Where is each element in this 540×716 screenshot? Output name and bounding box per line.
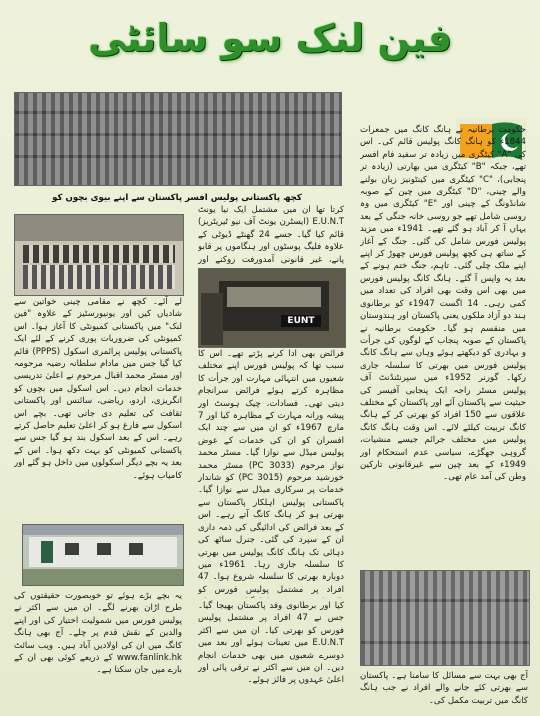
left-column-text: لے آئے۔ کچھ نے مقامی چینی خواتین سے شادیاں کیں اور یونیورسٹیز کے علاوہ "فین لنک" میں پاکستانی کمیونٹی کا آغاز ہوا۔ اس کمیونٹی کی ضروریات پوری کرنے کے لئے ایک پاکستانی پولیس پرائمری اسکول (PPPS) قائم کیا گیا جس میں مادام سلطانہ رضیہ مرحومہ اور مسٹر محمد اقبال مرحوم نے اعلیٰ تدریسی خدمات انجام دیں۔ اس اسکول میں بچوں کو انگریزی، اردو، ریاضی، سائنس اور پاکستانی ثقافت کی تعلیم دی جاتی تھی۔ بچے اس اسکول سے فارغ ہو کر اعلیٰ تعلیم حاصل کرتے رہے۔ اس کے بعد اسکول بند ہو گیا جس سے پاکستانی کمیونٹی کو بہت دکھ ہوا۔ اس کے بعد یہ بچے دیگر اسکولوں میں داخل ہو گئے اور کامیاب ہوئے۔ <box>14 297 182 481</box>
eunt-jeep-photo <box>198 268 346 348</box>
jeep-caption: کرتا تھا ان میں مشتمل ایک نیا یونٹ E.U.N.T (ایسٹرن یونٹ آف نیو ٹیریٹریز) قائم کیا گیا۔ جسے 24 گھنٹے ڈیوٹی کے علاوہ فلیگ پوسٹوں اور ہنگاموں پر قابو پانے، غیر قانونی آمدورفت روکنے اور <box>198 205 344 265</box>
right-bottom-text: آج بھی بہت سے مسائل کا سامنا ہے۔ پاکستان سے بھرتی کئے جانے والے افراد نے جب ہانگ کانگ میں تربیت مکمل کی۔ <box>360 671 528 706</box>
right-column-text: حکومت برطانیہ نے ہانگ کانگ میں جمعرات 1844ء کو ہانگ کانگ پولیس قائم کی۔ اس کی "A" کیٹگری میں زیادہ تر سفید فام افسر تھے، جبکہ "B" کیٹگری میں بھارتی (زیادہ تر پنجابی)، "C" کیٹگری میں کینٹونیز زبان بولنے والے چینی، "D" کیٹگری میں چین کے صوبہ شانڈونگ کے چینی اور "E" کیٹگری میں وہ روسی شامل تھے جو روسی خانہ جنگی کے بعد یہاں آ کر آباد ہو گئے تھے۔ 1941ء میں مزید پولیس فورس شامل کی گئی۔ جنگ کے آغاز کے ساتھ ہی کچھ پولیس فورس چھوڑ کر اپنے اپنے ملک چلی گئی۔ تاہم، جنگ ختم ہونے کے بعد یہ واپس آ گئے۔ ہانگ کانگ پولیس فورس میں بھی اس وقت بھی افراد کی تعداد میں کمی رہی۔ 14 اگست 1947ء کو برطانوی ہند دو آزاد ملکوں یعنی پاکستان اور ہندوستان میں منقسم ہو گیا۔ حکومت برطانیہ نے پاکستان کے صوبہ پنجاب کے لوگوں کی جرأت و بہادری کو دیکھتے ہوئے وہاں سے ہانگ کانگ پولیس فورس میں بھرتی کا سلسلہ جاری رکھا۔ گورنر 1952ء میں سپرنٹنڈنٹ آف پولیس مسٹر راجہ ایک پنجابی آفیسر کی حیثیت سے پاکستان آئے اور پاکستان کے مختلف علاقوں سے 150 افراد کو بھرتی کر کے ہانگ کانگ تربیت کیلئے لائے۔ اس وقت ہانگ کانگ پولیس میں مختلف جرائم جیسے منشیات، گروہی جھگڑے، سیاسی عدم استحکام اور 1949ء کے بعد چین سے غیرقانونی تارکین وطن کی آمد عام تھی۔ <box>360 125 526 483</box>
police-parade-photo <box>360 570 530 666</box>
building-photo <box>22 524 184 586</box>
left-bottom-text: یہ بچے بڑے ہوئے تو خوبصورت حقیقتوں کی طرح اڑان بھرنے لگے۔ ان میں سے اکثر نے پولیس فورس میں شمولیت اختیار کی اور اپنے والدین کے نقش قدم پر چلے۔ آج بھی ہانگ کانگ میں ان کی اولادیں آباد ہیں۔ ویب سائٹ www.fanlink.hk کے ذریعے کوئی بھی ان کے بارے میں جان سکتا ہے۔ <box>14 591 182 676</box>
police-group-photo <box>14 92 342 186</box>
middle-column-text: فرائض بھی ادا کرنے پڑتے تھے۔ اس کا سبب تھا کہ پولیس فورس اپنے مختلف شعبوں میں انتہائی مہارت اور جرأت کا مظاہرہ کرتے ہوئے فرائض سرانجام دیتی تھی۔ فسادات، چیک ہوسٹ اور پیشہ ورانہ مہارت کے مظاہرہ کیا اور 7 مارچ 1967ء کو ان میں سے چند ایک افسران کو ان کی خدمات کے عوض پولیس میڈل سے نوازا گیا۔ مسٹر محمد نواز مرحوم (PC 3033) مسٹر محمد خورشید مرحوم (PC 3015) کو شاندار خدمات پر سرکاری میڈل سے نوازا گیا۔ پاکستانی پولیس اہلکار پاکستان سے بھرتی ہو کر ہانگ کانگ آتے رہے۔ اس کے بعد فرائض کی ادائیگی کی ذمہ داری ان کے سپرد کی گئی۔ جنرل ساٹھ کی دہائی تک ہانگ کانگ پولیس میں بھرتی کا سلسلہ جاری رہا۔ 1961ء میں دوبارہ بھرتی کا سلسلہ شروع ہوا۔ 47 افراد پر مشتمل پولیس فورس کو <box>198 349 344 595</box>
jeep-plate: EUNT <box>281 315 321 327</box>
group-photo-caption: کچھ پاکستانی پولیس افسر پاکستان سے اپنے بیوی بچوں کو <box>52 193 302 203</box>
page-title: فین لنک سو سائٹی <box>87 16 453 60</box>
middle-bottom-text: کیا اور برطانوی وفد پاکستان بھیجا گیا۔ جس نے 47 افراد پر مشتمل پولیس فورس کو بھرتی کیا۔ ان میں سے اکثر E.U.N.T میں تعینات ہوئے اور بعد میں دوسرے شعبوں میں بھی خدمات انجام دیں۔ ان میں سے اکثر نے ترقی پائی اور اعلیٰ عہدوں پر فائز ہوئے۔ <box>198 601 344 686</box>
school-children-photo <box>14 214 184 296</box>
